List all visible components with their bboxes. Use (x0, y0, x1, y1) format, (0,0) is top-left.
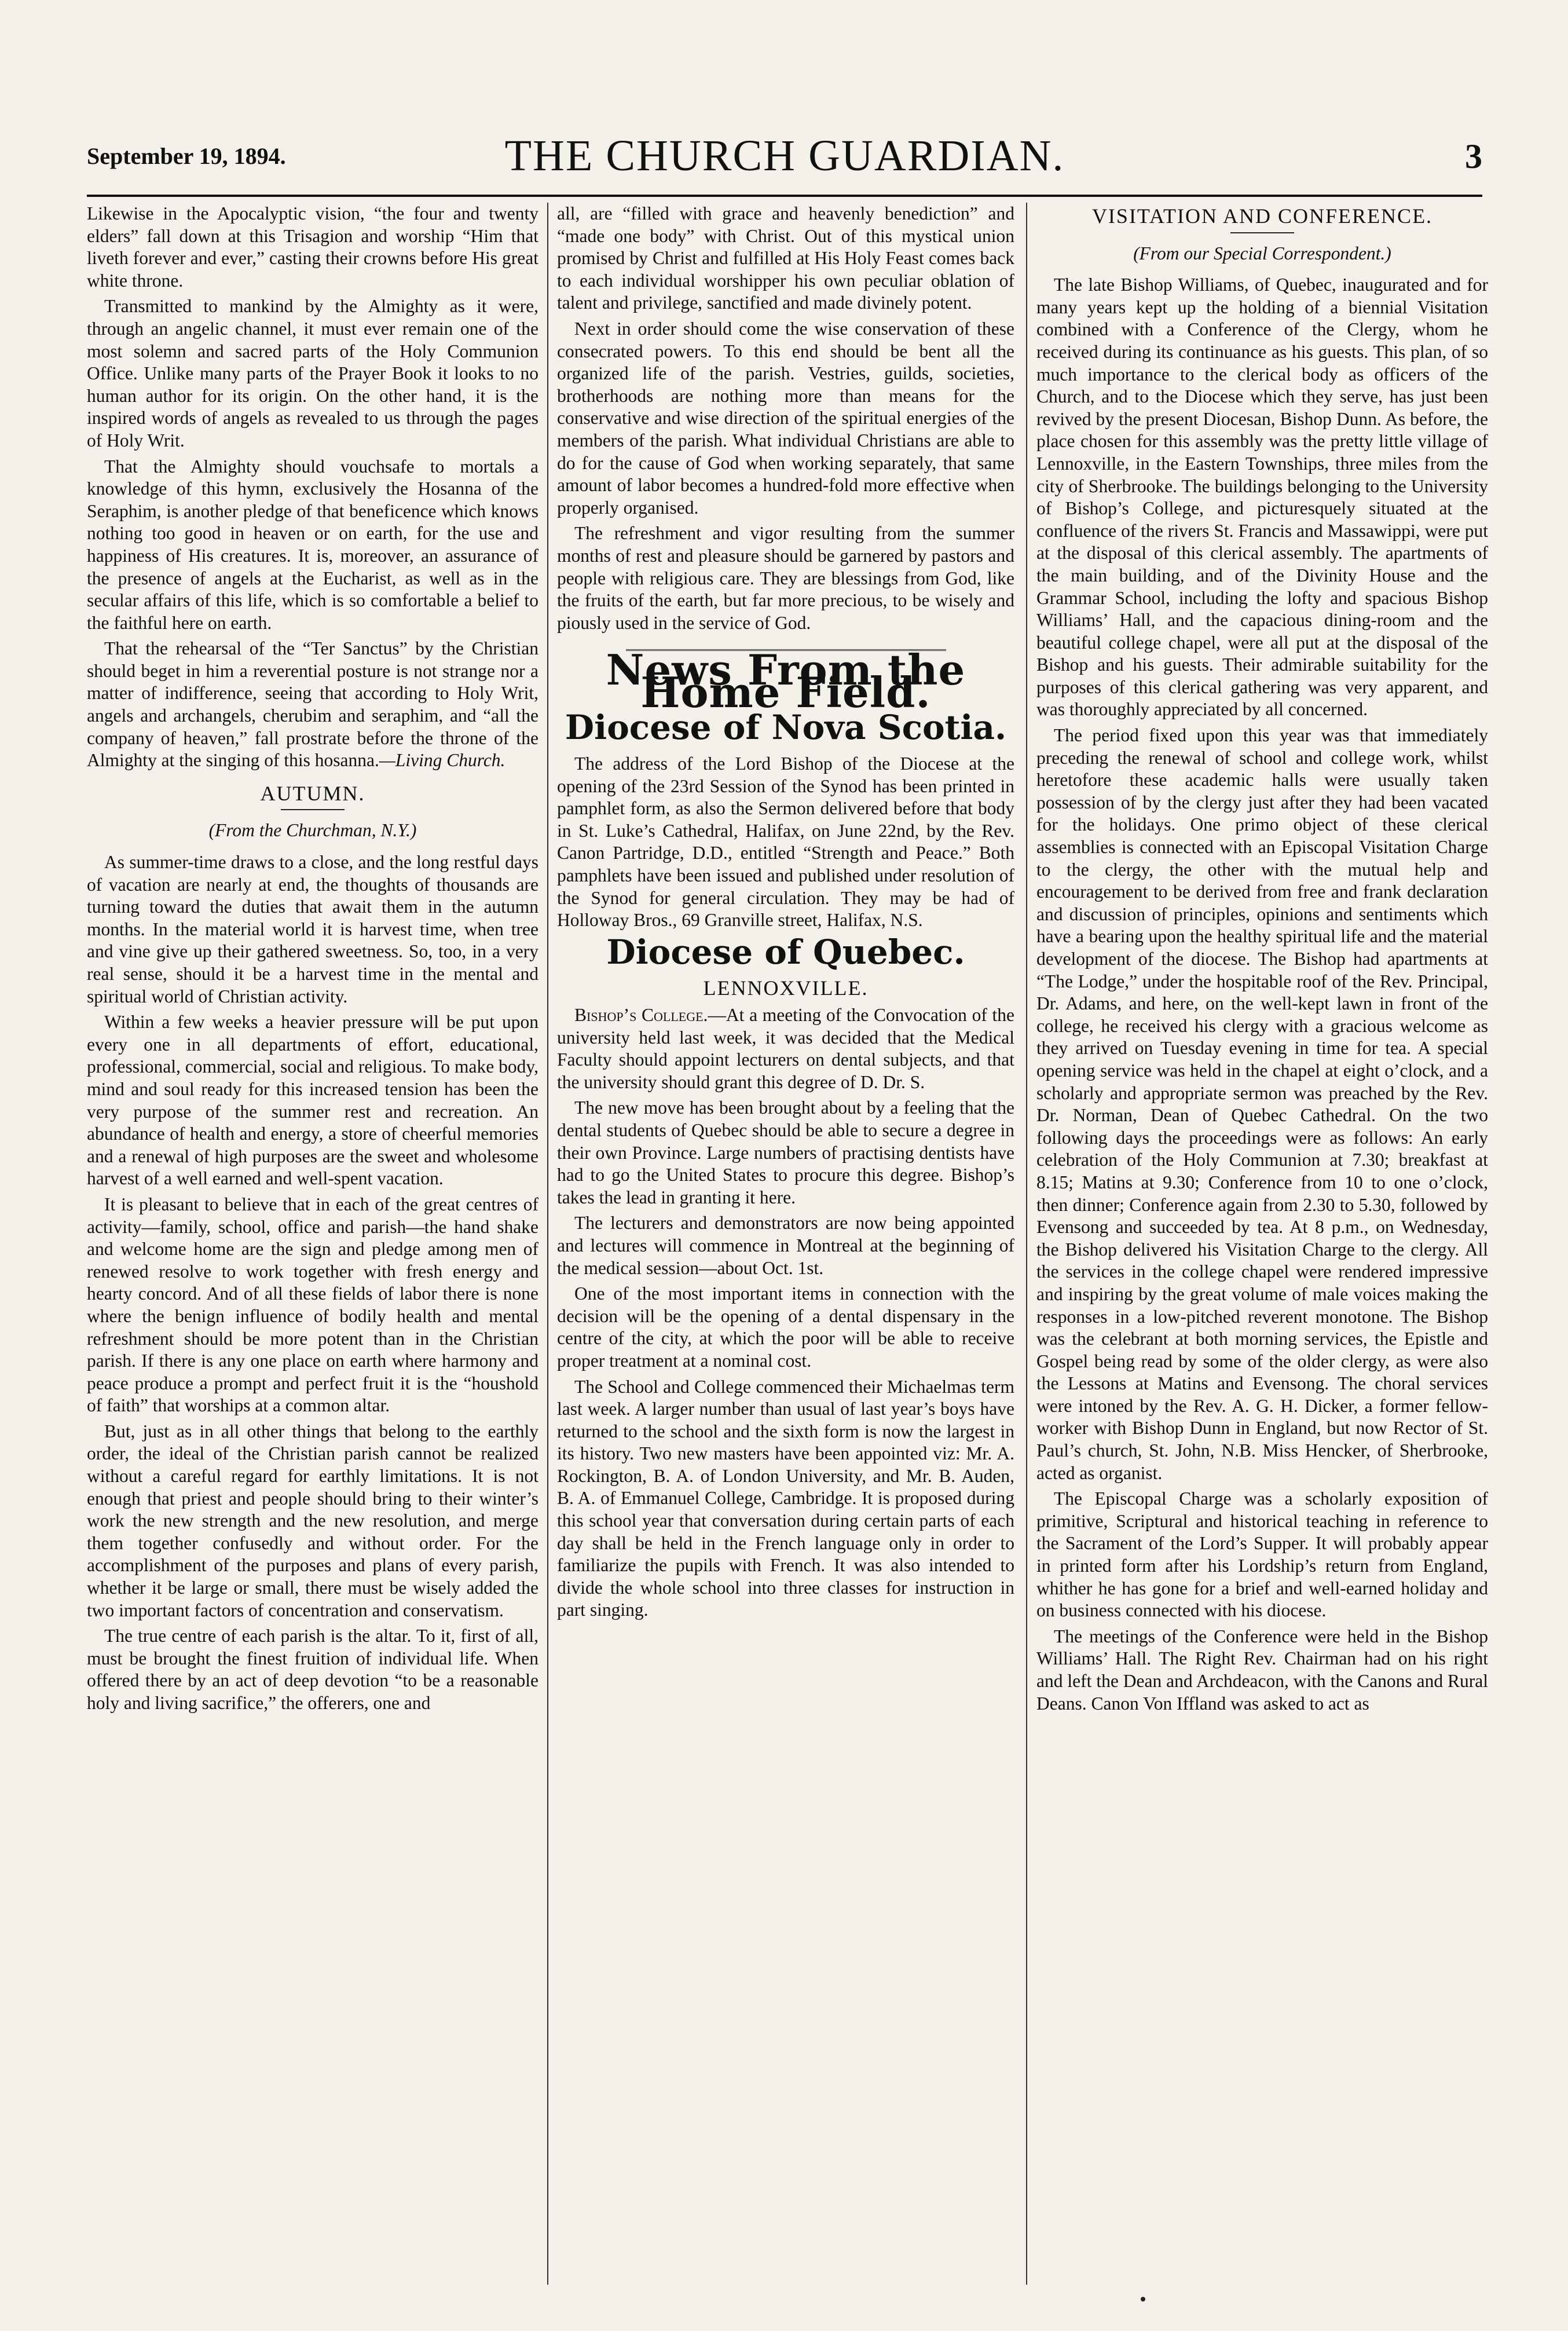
run-in-label: Bishop’s College. (574, 1005, 708, 1025)
masthead (87, 131, 1482, 195)
article-paragraph: The new move has been brought about by a feeling that the dental students of Quebec should be able to secure a degree in their own Province. Large numbers of practising dentists have had to go the United States to procure this degree. Bishop’s takes the lead in granting it here. (557, 1097, 1014, 1207)
newspaper-title: THE CHURCH GUARDIAN. (504, 131, 1065, 180)
paragraph-text: That the rehearsal of the “Ter Sanctus” by the Christian should beget in him a reverential posture is not strange nor a matter of indifference, seeing that according to Holy Writ, angels and archangels, cherubim and seraphim, and “all the company of heaven,” fall prostrate before the throne of the Almighty at the singing of this hosanna. (87, 638, 538, 771)
article-paragraph (87, 638, 538, 772)
article-paragraph: The meetings of the Conference were held in the Bishop Williams’ Hall. The Right Rev. Chairman had on his right and left the Dean and Archdeacon, with the Canons and Rural Deans. Canon Von Iffland was asked to act as (1036, 1626, 1488, 1714)
column-2 (557, 203, 1014, 2285)
article-paragraph: The lecturers and demonstrators are now being appointed and lectures will commence in Montreal at the beginning of the medical session—about Oct. 1st. (557, 1213, 1014, 1278)
article-paragraph: The School and College commenced their Michaelmas term last week. A larger number than usual of last year’s boys have returned to the school and the sixth form is now the largest in its history. Two new masters have been appointed viz: Mr. A. Rockington, B. A. of London University, and Mr. B. Auden, B. A. of Emmanuel College, Cambridge. It is proposed during this school year that conversation during certain parts of each day shall be held in the French language only in order to familiarize the pupils with French. It was also intended to divide the whole school into three classes for instruction in part singing. (557, 1376, 1014, 1620)
short-rule (281, 809, 345, 810)
article-source: —Living Church. (379, 750, 505, 771)
page-number: 3 (1465, 137, 1482, 175)
article-paragraph: all, are “filled with grace and heavenly benediction” and “made one body” with Christ. Out of this mystical union promised by Christ and fulfilled at His Holy Feast comes back to each individual worshipper his own peculiar oblation of talent and privilege, sanctified and made divinely potent. (557, 203, 1014, 313)
article-paragraph: It is pleasant to believe that in each of the great centres of activity—family, school, office and parish—the hand shake and welcome home are the sign and pledge among men of renewed resolve to work together with fresh energy and hearty concord. And of all these fields of labor there is none where the benign influence of bodily health and mental refreshment should be more potent than in the Christian parish. If there is any one place on earth where harmony and peace produce a prompt and perfect fruit it is the “houshold of faith” that worships at a common altar. (87, 1194, 538, 1416)
column-divider-1 (547, 203, 548, 2285)
place-heading-lennoxville: LENNOXVILLE. (703, 976, 869, 1000)
article-paragraph: Next in order should come the wise conservation of these consecrated powers. To this end should be bent all the organized life of the parish. Vestries, guilds, societies, brotherhoods are nothing more than means for the conservative and wise direction of the spiritual energies of the members of the parish. What individual Christians are able to do for the cause of God when working separately, that same amount of labor becomes a hundred-fold more effective when properly organised. (557, 318, 1014, 518)
ink-dot (1141, 2297, 1145, 2301)
article-paragraph: The true centre of each parish is the altar. To it, first of all, must be brought the finest fruition of individual life. When offered there by an act of deep devotion “to be a reasonable holy and living sacrifice,” the offerers, one and (87, 1626, 538, 1713)
section-heading-visitation: VISITATION AND CONFERENCE. (1091, 204, 1433, 228)
short-rule (1230, 232, 1294, 233)
diocese-heading-nova-scotia: Diocese of Nova Scotia. (565, 708, 1007, 748)
article-source: (From the Churchman, N.Y.) (208, 820, 417, 841)
article-paragraph: The refreshment and vigor resulting from the summer months of rest and pleasure should be garnered by pastors and people with religious care. They are blessings from God, like the fruits of the earth, but far more precious, to be wisely and piously used in the service of God. (557, 523, 1014, 633)
section-heading-autumn: AUTUMN. (260, 781, 365, 805)
article-paragraph: That the Almighty should vouchsafe to mortals a knowledge of this hymn, exclusively the Hosanna of the Seraphim, is another pledge of that beneficence which knows nothing too good in heaven or on earth, for the use and happiness of His creatures. It is, moreover, an assurance of the presence of angels at the Eucharist, as well as in the secular affairs of this life, which is so comfortable a belief to the faithful here on earth. (87, 456, 538, 633)
article-paragraph: Transmitted to mankind by the Almighty as it were, through an angelic channel, it must ever remain one of the most solemn and sacred parts of the Holy Communion Office. Unlike many parts of the Prayer Book it looks to no human author for its origin. On the other hand, it is the inspired words of angels as revealed to us through the pages of Holy Writ. (87, 296, 538, 451)
paragraph-text: —At a meeting of the Convocation of the university held last week, it was decided that the Medical Faculty should appoint lecturers on dental subjects, and that the university should grant this degree of D. Dr. S. (557, 1005, 1014, 1092)
article-paragraph: One of the most important items in connection with the decision will be the opening of a dental dispensary in the centre of the city, at which the poor will be able to receive proper treatment at a nominal cost. (557, 1283, 1014, 1371)
article-source: (From our Special Correspondent.) (1133, 243, 1391, 264)
article-paragraph: As summer-time draws to a close, and the long restful days of vacation are nearly at end, the thoughts of thousands are turning toward the duties that await them in the autumn months. In the material world it is harvest time, when tree and vine give up their gathered sweetness. So, too, in a very real sense, should it be a harvest time in the mental and spiritual world of Christian activity. (87, 852, 538, 1007)
column-divider-2 (1026, 203, 1027, 2285)
article-paragraph: The address of the Lord Bishop of the Diocese at the opening of the 23rd Session of the Synod has been printed in pamphlet form, as also the Sermon delivered before that body in St. Luke’s Cathedral, Halifax, on June 22nd, by the Rev. Canon Partridge, D.D., entitled “Strength and Peace.” Both pamphlets have been issued and published under resolution of the Synod for general circulation. They may be had of Holloway Bros., 69 Granville street, Halifax, N.S. (557, 753, 1014, 931)
article-paragraph: The period fixed upon this year was that immediately preceding the renewal of school and college work, whilst heretofore these academic halls were usually taken possession of by the clergy just after they had been vacated for the holidays. One primo object of these clerical assemblies is connected with an Episcopal Visitation Charge to the clergy, the other with the mutual help and encouragement to be derived from free and frank declaration and discussion of principles, opinions and sentiments which have a bearing upon the healthy spiritual life and the material development of the diocese. The Bishop had apartments at “The Lodge,” under the hospitable roof of the Rev. Principal, Dr. Adams, and here, on the well-kept lawn in front of the college, he received his clergy with a gracious welcome as they arrived on Tuesday evening in time for tea. A special opening service was held in the chapel at eight o’clock, and a scholarly and appropriate sermon was preached by the Rev. Dr. Norman, Dean of Quebec Cathedral. On the two following days the proceedings were as follows: An early celebration of the Holy Communion at 7.30; breakfast at 8.15; Matins at 9.30; Conference from 10 to one o’clock, then dinner; Conference again from 2.30 to 5.30, followed by Evensong and succeeded by tea. At 8 p.m., on Wednesday, the Bishop delivered his Visitation Charge to the clergy. All the services in the college chapel were rendered impressive and inspiring by the great volume of male voices making the responses in a low-pitched reverent monotone. The Bishop was the celebrant at both morning services, the Epistle and Gospel being read by some of the older clergy, as were also the Lessons at Matins and Evensong. The choral services were intoned by the Rev. A. G. H. Dicker, a former fellow-worker with Bishop Dunn in England, but now Rector of St. Paul’s church, St. John, N.B. Miss Hencker, of Sherbrooke, acted as organist. (1036, 725, 1488, 1483)
article-paragraph: Likewise in the Apocalyptic vision, “the four and twenty elders” fall down at this Trisagion and worship “Him that liveth forever and ever,” casting their crowns before His great white throne. (87, 203, 538, 291)
article-paragraph: The Episcopal Charge was a scholarly exposition of primitive, Scriptural and historical teaching in reference to the Sacrament of the Lord’s Supper. It will probably appear in printed form after his Lordship’s return from England, whither he has gone for a brief and well-earned holiday and on business connected with his diocese. (1036, 1488, 1488, 1621)
news-section-heading: News From the Home Field. (606, 645, 966, 717)
article-paragraph: But, just as in all other things that belong to the earthly order, the ideal of the Christian parish cannot be realized without a careful regard for earthly limitations. It is not enough that priest and people should bring to their winter’s work the new strength and the new resolution, and merge them together confusedly and without order. For the accomplishment of the purposes and plans of every parish, whether it be large or small, there must be wisely added the two important factors of concentration and conservatism. (87, 1421, 538, 1620)
column-3 (1036, 203, 1488, 2285)
article-paragraph: Within a few weeks a heavier pressure will be put upon every one in all departments of effort, educational, professional, commercial, social and religious. To make body, mind and soul ready for this increased tension has been the very purpose of the summer rest and recreation. An abundance of health and energy, a store of cheerful memories and a renewal of high purposes are the sweet and wholesome harvest of a well earned and well-spent vacation. (87, 1012, 538, 1189)
masthead-rule (87, 195, 1482, 197)
article-paragraph: The late Bishop Williams, of Quebec, inaugurated and for many years kept up the holding of a biennial Visitation combined with a Conference of the Clergy, whom he received during its continuance as his guests. This plan, of so much importance to the clerical body as officers of the Church, and to the Diocese which they serve, has just been revived by the present Diocesan, Bishop Dunn. As before, the place chosen for this assembly was the pretty little village of Lennoxville, in the Eastern Townships, three miles from the city of Sherbrooke. The buildings belonging to the University of Bishop’s College, and picturesquely situated at the confluence of the rivers St. Francis and Massawippi, were put at the disposal of this clerical assembly. The apartments of the main building, and of the Divinity House and the Grammar School, including the lofty and spacious Bishop Williams’ Hall, and the capacious dining-room and the beautiful college chapel, were all put at the disposal of the Bishop and his guests. Their admirable suitability for the purposes of this clerical gathering was very apparent, and was thoroughly appreciated by all concerned. (1036, 275, 1488, 720)
column-1 (87, 203, 538, 2285)
article-paragraph (557, 1004, 1014, 1093)
issue-date: September 19, 1894. (87, 143, 286, 169)
diocese-heading-quebec: Diocese of Quebec. (606, 932, 965, 972)
